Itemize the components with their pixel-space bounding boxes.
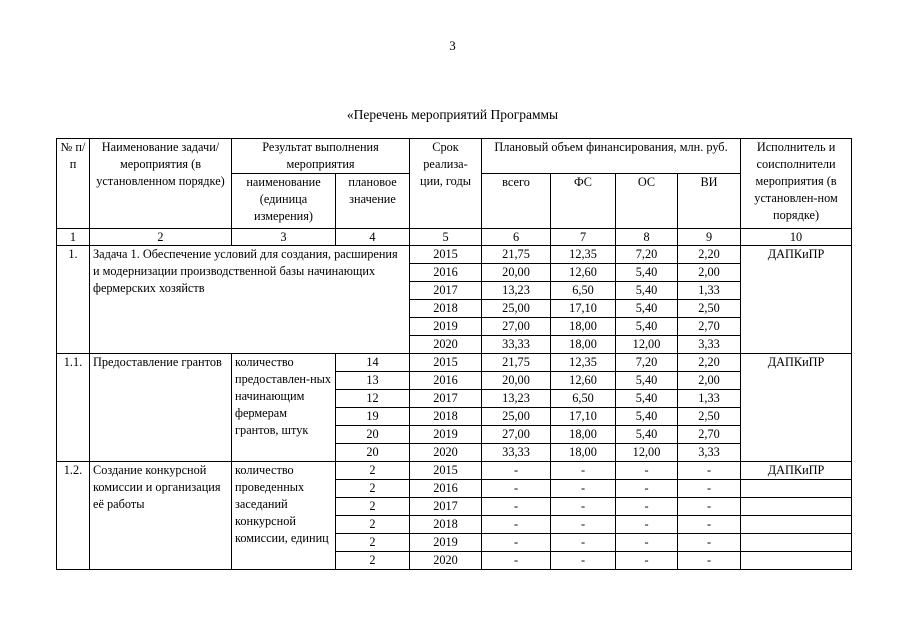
planned-value: 2: [336, 516, 410, 534]
header-task: Наименование задачи/мероприятия (в установленном порядке): [90, 139, 232, 229]
header-finance: Плановый объем финансирования, млн. руб.: [482, 139, 741, 174]
activity-name: Предоставление грантов: [90, 354, 232, 462]
year-cell: 2020: [410, 336, 482, 354]
column-number: 6: [482, 229, 551, 246]
executor-cell: ДАПКиПР: [741, 462, 852, 480]
activity-name: Создание конкурсной комиссии и организация её работы: [90, 462, 232, 570]
os-cell: -: [616, 534, 678, 552]
year-cell: 2015: [410, 462, 482, 480]
fs-cell: 17,10: [551, 300, 616, 318]
header-vi: ВИ: [678, 174, 741, 229]
fs-cell: 18,00: [551, 318, 616, 336]
total-cell: 21,75: [482, 246, 551, 264]
vi-cell: 2,00: [678, 264, 741, 282]
vi-cell: -: [678, 480, 741, 498]
total-cell: 25,00: [482, 300, 551, 318]
column-number: 1: [57, 229, 90, 246]
os-cell: -: [616, 498, 678, 516]
total-cell: 33,33: [482, 444, 551, 462]
os-cell: -: [616, 516, 678, 534]
planned-value: 2: [336, 462, 410, 480]
total-cell: -: [482, 552, 551, 570]
vi-cell: 2,20: [678, 354, 741, 372]
year-cell: 2016: [410, 372, 482, 390]
executor-cell: ДАПКиПР: [741, 246, 852, 354]
vi-cell: 2,00: [678, 372, 741, 390]
column-number: 4: [336, 229, 410, 246]
year-cell: 2020: [410, 444, 482, 462]
planned-value: 2: [336, 480, 410, 498]
year-cell: 2017: [410, 390, 482, 408]
row-number: 1.2.: [57, 462, 90, 570]
fs-cell: -: [551, 552, 616, 570]
planned-value: 12: [336, 390, 410, 408]
os-cell: 7,20: [616, 354, 678, 372]
planned-value: 2: [336, 498, 410, 516]
vi-cell: 1,33: [678, 282, 741, 300]
column-number: 7: [551, 229, 616, 246]
planned-value: 20: [336, 426, 410, 444]
header-total: всего: [482, 174, 551, 229]
fs-cell: -: [551, 498, 616, 516]
total-cell: -: [482, 534, 551, 552]
row-number: 1.: [57, 246, 90, 354]
os-cell: 5,40: [616, 264, 678, 282]
header-term: Срок реализа-ции, годы: [410, 139, 482, 229]
fs-cell: 18,00: [551, 336, 616, 354]
year-cell: 2019: [410, 426, 482, 444]
fs-cell: 18,00: [551, 426, 616, 444]
year-cell: 2020: [410, 552, 482, 570]
row-number: 1.1.: [57, 354, 90, 462]
vi-cell: 2,50: [678, 408, 741, 426]
vi-cell: 2,50: [678, 300, 741, 318]
total-cell: 20,00: [482, 372, 551, 390]
table-row: [57, 462, 852, 480]
vi-cell: -: [678, 462, 741, 480]
fs-cell: 17,10: [551, 408, 616, 426]
executor-cell: [741, 498, 852, 516]
fs-cell: 18,00: [551, 444, 616, 462]
year-cell: 2017: [410, 282, 482, 300]
os-cell: 5,40: [616, 408, 678, 426]
table-row: [57, 246, 852, 264]
total-cell: 13,23: [482, 390, 551, 408]
header-executor: Исполнитель и соисполнители мероприятия (в установлен-ном порядке): [741, 139, 852, 229]
os-cell: 5,40: [616, 390, 678, 408]
vi-cell: 2,70: [678, 426, 741, 444]
vi-cell: -: [678, 552, 741, 570]
vi-cell: 3,33: [678, 444, 741, 462]
os-cell: 5,40: [616, 426, 678, 444]
fs-cell: 6,50: [551, 390, 616, 408]
column-number: 8: [616, 229, 678, 246]
column-number: 2: [90, 229, 232, 246]
task-name: Задача 1. Обеспечение условий для создания, расширения и модернизации производственной базы начинающих фермерских хозяйств: [90, 246, 410, 354]
executor-cell: [741, 516, 852, 534]
total-cell: 21,75: [482, 354, 551, 372]
fs-cell: -: [551, 534, 616, 552]
vi-cell: -: [678, 534, 741, 552]
column-number: 5: [410, 229, 482, 246]
header-result-value: плановое значение: [336, 174, 410, 229]
total-cell: 27,00: [482, 426, 551, 444]
fs-cell: 6,50: [551, 282, 616, 300]
os-cell: -: [616, 462, 678, 480]
vi-cell: -: [678, 516, 741, 534]
os-cell: 7,20: [616, 246, 678, 264]
column-number: 3: [232, 229, 336, 246]
vi-cell: 2,20: [678, 246, 741, 264]
year-cell: 2016: [410, 480, 482, 498]
total-cell: 33,33: [482, 336, 551, 354]
total-cell: -: [482, 480, 551, 498]
fs-cell: 12,60: [551, 264, 616, 282]
fs-cell: 12,35: [551, 354, 616, 372]
header-result: Результат выполнения мероприятия: [232, 139, 410, 174]
header-num: № п/п: [57, 139, 90, 229]
fs-cell: -: [551, 462, 616, 480]
year-cell: 2015: [410, 246, 482, 264]
planned-value: 19: [336, 408, 410, 426]
column-number: 10: [741, 229, 852, 246]
fs-cell: 12,60: [551, 372, 616, 390]
vi-cell: -: [678, 498, 741, 516]
total-cell: -: [482, 516, 551, 534]
program-activities-table: [56, 138, 852, 570]
column-number: 9: [678, 229, 741, 246]
header-fs: ФС: [551, 174, 616, 229]
executor-cell: ДАПКиПР: [741, 354, 852, 462]
planned-value: 20: [336, 444, 410, 462]
vi-cell: 2,70: [678, 318, 741, 336]
page-number: 3: [449, 38, 456, 53]
os-cell: 12,00: [616, 444, 678, 462]
year-cell: 2019: [410, 318, 482, 336]
fs-cell: -: [551, 480, 616, 498]
total-cell: 27,00: [482, 318, 551, 336]
fs-cell: -: [551, 516, 616, 534]
executor-cell: [741, 552, 852, 570]
os-cell: 5,40: [616, 372, 678, 390]
executor-cell: [741, 534, 852, 552]
os-cell: 5,40: [616, 318, 678, 336]
os-cell: 5,40: [616, 282, 678, 300]
table-row: [57, 354, 852, 372]
total-cell: 20,00: [482, 264, 551, 282]
year-cell: 2018: [410, 408, 482, 426]
document-title: «Перечень мероприятий Программы: [346, 107, 559, 122]
year-cell: 2015: [410, 354, 482, 372]
vi-cell: 1,33: [678, 390, 741, 408]
result-indicator: количество проведенных заседаний конкурсной комиссии, единиц: [232, 462, 336, 570]
planned-value: 14: [336, 354, 410, 372]
os-cell: -: [616, 552, 678, 570]
planned-value: 13: [336, 372, 410, 390]
total-cell: -: [482, 462, 551, 480]
year-cell: 2017: [410, 498, 482, 516]
year-cell: 2018: [410, 516, 482, 534]
planned-value: 2: [336, 534, 410, 552]
header-result-name: наименование (единица измерения): [232, 174, 336, 229]
year-cell: 2019: [410, 534, 482, 552]
os-cell: 12,00: [616, 336, 678, 354]
planned-value: 2: [336, 552, 410, 570]
executor-cell: [741, 480, 852, 498]
year-cell: 2018: [410, 300, 482, 318]
total-cell: 13,23: [482, 282, 551, 300]
year-cell: 2016: [410, 264, 482, 282]
os-cell: -: [616, 480, 678, 498]
os-cell: 5,40: [616, 300, 678, 318]
vi-cell: 3,33: [678, 336, 741, 354]
fs-cell: 12,35: [551, 246, 616, 264]
header-os: ОС: [616, 174, 678, 229]
total-cell: -: [482, 498, 551, 516]
result-indicator: количество предоставлен-ных начинающим фермерам грантов, штук: [232, 354, 336, 462]
total-cell: 25,00: [482, 408, 551, 426]
